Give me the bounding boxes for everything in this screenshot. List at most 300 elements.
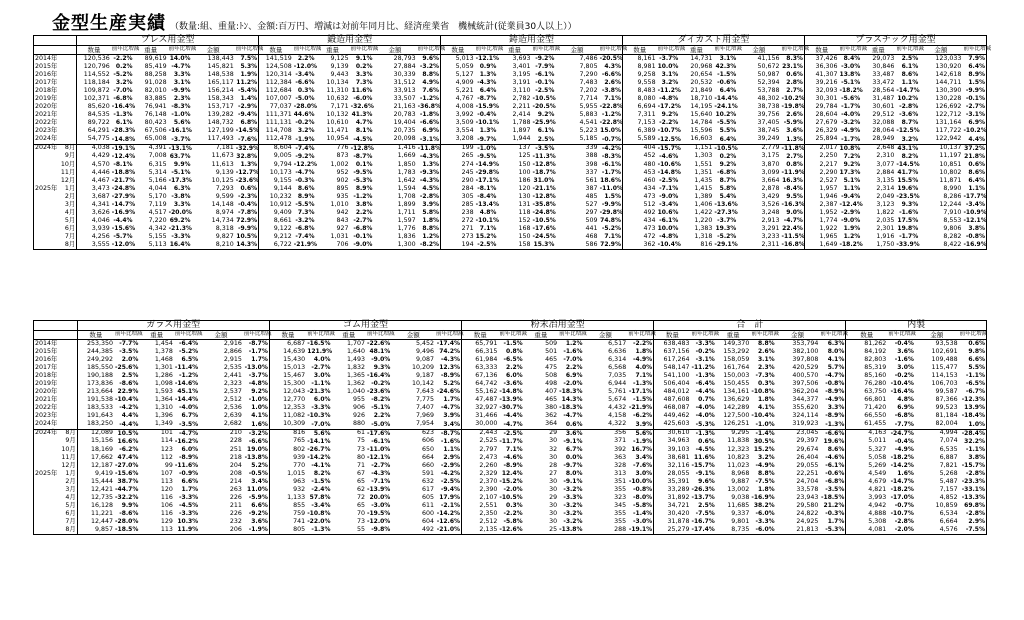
value-cell: 2,525 — [462, 438, 499, 446]
change-cell: -10.2% — [963, 127, 987, 135]
value-cell: 6,722 — [259, 241, 293, 250]
change-cell: -2.1% — [440, 502, 461, 509]
value-cell: 7,008 — [148, 152, 167, 160]
change-cell: -5.0% — [371, 420, 391, 428]
change-cell: -12.0% — [367, 518, 391, 526]
value-cell: 364 — [545, 420, 558, 428]
change-cell: -13.9% — [367, 485, 391, 493]
column-header: 前年比増減 — [306, 331, 331, 340]
value-cell: 61 — [332, 429, 367, 438]
change-cell: -3.3% — [563, 493, 583, 501]
value-cell: 114,708 — [259, 127, 293, 135]
value-cell: 89,722 — [77, 119, 111, 127]
change-cell: -6.0% — [755, 526, 775, 534]
value-cell: 2,884 — [876, 168, 895, 176]
change-cell: 0.1% — [355, 160, 373, 168]
value-cell: 9,087 — [416, 356, 435, 364]
value-cell: 2,913 — [761, 216, 780, 224]
column-header: 前年比増減 — [750, 331, 775, 340]
change-cell: 19.6% — [897, 184, 919, 192]
column-header: 金額 — [391, 331, 435, 340]
value-cell: 1,383 — [694, 224, 713, 232]
value-cell: 11,613 — [211, 160, 234, 168]
header-blank — [34, 36, 77, 46]
change-cell: 9.3% — [901, 200, 919, 208]
change-cell: 14.3% — [561, 396, 583, 404]
value-cell: 83,885 — [144, 95, 167, 103]
value-cell: 2,779 — [737, 144, 780, 153]
change-cell: 1.1% — [443, 445, 461, 453]
change-cell: -1.3% — [633, 380, 653, 388]
change-cell: 6.7% — [181, 412, 199, 420]
change-cell: -14.6% — [174, 380, 199, 388]
row-month: 7月 — [64, 232, 76, 240]
value-cell: 895 — [336, 184, 349, 192]
value-cell: 9,038 — [731, 493, 750, 501]
change-cell: -2.9% — [841, 208, 861, 216]
row-month: 9月 — [64, 152, 76, 160]
value-cell: 214 — [229, 477, 242, 485]
value-cell: 7,153 — [622, 119, 656, 127]
change-cell: 7.1% — [506, 445, 523, 453]
value-cell: 70 — [357, 509, 366, 517]
value-cell: 802 — [269, 446, 306, 454]
change-cell: -14.9% — [475, 160, 499, 168]
table-row — [34, 388, 987, 396]
change-cell: -16.3% — [781, 200, 805, 208]
change-cell: 72.9% — [600, 241, 621, 249]
change-cell: -10.7% — [657, 127, 681, 135]
change-cell: -5.2% — [717, 233, 737, 241]
row-month — [56, 87, 76, 95]
change-cell: -13.9% — [499, 396, 523, 404]
value-cell: 6,535 — [939, 445, 958, 453]
change-cell: -10.1% — [475, 119, 499, 127]
change-cell: -7.7% — [894, 420, 914, 428]
row-month: 2月 — [64, 192, 76, 200]
group-header: 粉末冶用金型 — [462, 321, 654, 331]
value-cell: 211 — [229, 501, 242, 509]
change-cell: -3.8% — [171, 192, 191, 200]
change-cell: 12.4% — [501, 469, 523, 477]
value-cell: 16,128 — [77, 502, 114, 510]
change-cell: 23.1% — [782, 63, 803, 71]
change-cell: -2.3% — [237, 192, 258, 200]
change-cell: 6.6% — [968, 356, 985, 364]
change-cell: 0.6% — [786, 71, 803, 79]
value-cell: 142,289 — [723, 404, 750, 412]
change-cell: -0.1% — [353, 233, 373, 241]
change-cell: 8.1% — [355, 127, 373, 135]
value-cell: 8,661 — [259, 217, 293, 225]
change-cell: 63.7% — [169, 152, 191, 160]
value-cell: 81,262 — [846, 340, 887, 349]
row-year: 2021年 — [35, 111, 58, 119]
change-cell: -16.9% — [963, 241, 987, 249]
change-cell: -7.5% — [965, 526, 985, 534]
change-cell: 1.7% — [443, 396, 461, 404]
value-cell: 28,055 — [654, 470, 691, 478]
value-cell: 9,599 — [215, 192, 234, 200]
value-cell: 7,483 — [579, 79, 598, 87]
value-cell: 109,872 — [77, 87, 111, 95]
change-cell: 5.6% — [627, 429, 653, 438]
value-cell: 508 — [545, 372, 558, 380]
change-cell: -20.5% — [532, 103, 556, 111]
change-cell: -14.2% — [436, 510, 461, 518]
change-cell: -10.6% — [657, 160, 681, 168]
value-cell: 955 — [352, 396, 366, 404]
value-cell: 7,035 — [608, 372, 627, 380]
change-cell: 3.6% — [251, 518, 268, 526]
row-year — [34, 193, 57, 201]
change-cell: -4.0% — [695, 412, 715, 420]
value-cell: 142,618 — [935, 71, 962, 79]
change-cell: 7.5% — [240, 55, 258, 63]
row-year — [34, 201, 57, 209]
row-year: 2023年 — [35, 412, 58, 420]
column-header: 前年比増減 — [235, 46, 259, 55]
value-cell: 25,894 — [804, 136, 838, 145]
change-cell: -15.2% — [499, 477, 523, 485]
change-cell: -4.3% — [419, 176, 440, 184]
value-cell: 4,888 — [846, 510, 887, 518]
change-cell: -24.7% — [887, 429, 915, 438]
value-cell: 85,620 — [77, 103, 111, 111]
value-cell: 3,099 — [761, 168, 780, 176]
value-cell: 84,535 — [77, 111, 111, 119]
value-cell: 24,822 — [796, 509, 819, 517]
change-cell: -4.0% — [841, 111, 861, 119]
value-cell: 144,711 — [935, 79, 962, 87]
value-cell: 150 — [518, 160, 531, 168]
value-cell: 12,187 — [77, 462, 114, 470]
row-month — [57, 404, 78, 412]
value-cell: 475 — [545, 364, 558, 372]
value-cell: 5,223 — [579, 127, 598, 135]
change-cell: 0.0% — [565, 453, 583, 461]
value-cell: 1,002 — [330, 160, 349, 168]
value-cell: 4,046 — [77, 217, 111, 225]
value-cell: 153,292 — [723, 347, 750, 355]
row-year — [34, 478, 57, 486]
change-cell: -3.3% — [171, 233, 191, 241]
value-cell: 4,549 — [846, 470, 887, 478]
value-cell: 527 — [585, 200, 598, 208]
value-cell: 191,643 — [77, 412, 114, 420]
change-cell: 32.2% — [964, 437, 985, 445]
value-cell: 183,250 — [77, 421, 114, 430]
value-cell: 10,132 — [326, 111, 349, 119]
value-cell: 2,314 — [876, 184, 895, 192]
change-cell: 3.4% — [635, 453, 653, 461]
change-cell: -4.9% — [633, 356, 653, 364]
change-cell: -2.0% — [563, 380, 583, 388]
value-cell: 244,385 — [77, 348, 114, 356]
change-cell: -9.8% — [371, 526, 391, 534]
value-cell: 2,211 — [512, 103, 531, 111]
value-cell: 2,473 — [462, 454, 499, 462]
value-cell: 14,195 — [690, 103, 713, 111]
value-cell: 64,742 — [462, 380, 499, 388]
change-cell: 6.6% — [251, 502, 268, 509]
row-month — [56, 63, 76, 71]
value-cell: 1,389 — [694, 192, 713, 200]
value-cell: 1,364 — [154, 396, 173, 404]
change-cell: -0.5% — [248, 469, 268, 477]
value-cell: 355,620 — [792, 404, 819, 412]
value-cell: 50,672 — [757, 62, 780, 70]
change-cell: -28.0% — [293, 103, 318, 111]
value-cell: 509 — [585, 216, 598, 224]
value-cell: 29,397 — [796, 437, 819, 445]
value-cell: 305 — [441, 193, 475, 201]
change-cell: -4.8% — [248, 380, 268, 388]
change-cell: -27.9% — [111, 192, 136, 200]
row-month — [57, 340, 78, 349]
value-cell: 50,987 — [757, 71, 780, 79]
value-cell: 1,916 — [876, 232, 895, 240]
row-year — [34, 502, 57, 510]
value-cell: 397,506 — [792, 380, 819, 388]
change-cell: 2.5% — [901, 55, 919, 63]
row-month — [57, 421, 78, 430]
change-cell: 11.6% — [693, 453, 715, 461]
change-cell: -26.3% — [691, 485, 715, 493]
change-cell: -1.0% — [171, 111, 191, 119]
change-cell: -4.0% — [695, 404, 715, 412]
value-cell: 265 — [441, 153, 475, 161]
change-cell: 41.3% — [351, 111, 373, 119]
value-cell: 2,329 — [462, 470, 499, 478]
row-month — [56, 119, 76, 127]
value-cell: 4,008 — [441, 103, 475, 111]
change-cell: 1.9% — [843, 225, 861, 233]
change-cell: 19.6% — [823, 437, 845, 445]
value-cell: 1,850 — [397, 160, 416, 168]
value-cell: 5,674 — [608, 396, 627, 404]
table-row — [34, 127, 987, 135]
value-cell: 31,466 — [462, 412, 499, 420]
change-cell: -1.5% — [311, 477, 331, 485]
table-row — [34, 454, 987, 462]
value-cell: 77,037 — [259, 103, 293, 111]
value-cell: 506,404 — [654, 380, 691, 388]
value-cell: 2,017 — [804, 144, 838, 153]
change-cell: 45.1% — [177, 388, 199, 396]
change-cell: -1.3% — [311, 526, 331, 534]
value-cell: 116 — [160, 509, 173, 517]
change-cell: 8.4% — [843, 55, 861, 63]
value-cell: 926 — [352, 412, 366, 420]
change-cell: 2.2% — [297, 55, 315, 63]
change-cell: 9.2% — [661, 111, 679, 119]
change-cell: 9.0% — [786, 208, 803, 216]
change-cell: -7.9% — [535, 63, 555, 71]
row-year: 2024年 — [35, 420, 58, 428]
change-cell: -17.1% — [628, 388, 653, 396]
change-cell: 38.2% — [753, 502, 775, 509]
change-cell: -16.9% — [751, 493, 775, 501]
value-cell: 1,365 — [346, 372, 366, 380]
value-cell: 9,827 — [215, 232, 234, 240]
value-cell: 4,432 — [608, 404, 627, 412]
value-cell: 706 — [336, 241, 349, 248]
value-cell: 15,640 — [690, 111, 713, 119]
change-cell: -6.2% — [633, 412, 653, 420]
value-cell: 1,040 — [346, 388, 366, 396]
value-cell: 65,008 — [144, 135, 167, 143]
value-cell: 183,533 — [77, 404, 114, 412]
change-cell: -3.4% — [659, 200, 679, 208]
change-cell: -10.1% — [475, 217, 499, 224]
row-year: 2017年 — [35, 364, 58, 372]
change-cell: -11.7% — [499, 437, 523, 445]
value-cell: 2,290 — [804, 169, 838, 177]
row-month — [57, 380, 78, 388]
change-cell: -6.6% — [819, 429, 845, 438]
change-cell: -10.7% — [890, 510, 914, 518]
change-cell: -16.1% — [168, 127, 192, 135]
column-header: 前年比増減 — [498, 331, 523, 340]
table-row — [34, 518, 987, 526]
change-cell: 15.2% — [475, 233, 497, 241]
change-cell: 19.3% — [715, 225, 737, 233]
value-cell: 23,943 — [796, 493, 819, 501]
row-year — [34, 161, 57, 169]
value-cell: 9,558 — [622, 79, 656, 87]
value-cell: 1,098 — [154, 380, 173, 388]
value-cell: 2,648 — [861, 144, 895, 153]
value-cell: 10,125 — [211, 176, 234, 184]
value-cell: 18,710 — [690, 95, 713, 103]
value-cell: 15,444 — [77, 478, 114, 486]
value-cell: 141,519 — [259, 55, 293, 64]
change-cell: -1.5% — [503, 340, 523, 348]
row-year: 2018年 — [35, 87, 58, 95]
value-cell: 249,292 — [77, 356, 114, 364]
value-cell: 362 — [545, 412, 558, 420]
value-cell: 15,596 — [690, 127, 713, 135]
value-cell: 5,314 — [148, 168, 167, 176]
change-cell: 2.6% — [786, 111, 803, 119]
change-cell: -25.6% — [115, 364, 139, 372]
value-cell: 126,251 — [723, 420, 750, 428]
change-cell: -4.7% — [171, 63, 191, 71]
value-cell: 425,603 — [654, 421, 691, 430]
value-cell: 902 — [336, 176, 349, 184]
column-header: 前年比増減 — [781, 46, 805, 55]
change-cell: -1.2% — [419, 95, 440, 103]
change-cell: -1.6% — [440, 437, 461, 445]
value-cell: 120 — [160, 485, 173, 493]
change-cell: 47.4% — [117, 453, 139, 461]
value-cell: 33,289 — [654, 486, 691, 494]
value-cell: 3,248 — [761, 208, 780, 216]
value-cell: 9,122 — [259, 225, 293, 233]
change-cell: 8.9% — [355, 184, 373, 192]
column-header: 金額 — [192, 46, 235, 55]
value-cell: 3,992 — [441, 111, 475, 119]
change-cell: -4.6% — [503, 453, 523, 461]
change-cell: 4.8% — [897, 396, 914, 404]
value-cell: 226 — [229, 509, 242, 517]
value-cell: 158,059 — [723, 356, 750, 364]
change-cell: -7.8% — [237, 208, 258, 216]
change-cell: -6.7% — [965, 388, 985, 396]
change-cell: 0.3% — [758, 380, 775, 388]
value-cell: 600 — [422, 509, 435, 517]
change-cell: -12.1% — [963, 217, 987, 224]
value-cell: 5,011 — [846, 438, 887, 446]
change-cell: 0.3% — [506, 502, 523, 509]
change-cell: 18.6% — [600, 176, 621, 184]
change-cell: -4.6% — [825, 453, 845, 461]
change-cell: 5.6% — [306, 429, 331, 438]
change-cell: -11.9% — [781, 168, 805, 176]
change-cell: 9.9% — [121, 502, 139, 509]
value-cell: 62 — [357, 485, 366, 493]
row-year: 2014年 — [35, 54, 58, 62]
value-cell: 65 — [357, 477, 366, 485]
change-cell: -8.4% — [477, 192, 497, 200]
value-cell: 473 — [622, 193, 656, 201]
change-cell: 2.2% — [506, 364, 523, 372]
value-cell: 5,155 — [148, 232, 167, 240]
change-cell: 2.0% — [121, 356, 139, 364]
value-cell: 2,370 — [462, 478, 499, 486]
value-cell: 1,944 — [512, 135, 531, 143]
change-cell: 20.0% — [369, 493, 391, 501]
row-month — [57, 356, 78, 364]
value-cell: 9,258 — [622, 71, 656, 79]
change-cell: -12.6% — [499, 526, 523, 534]
row-month: 8月 — [57, 429, 78, 438]
change-cell: -0.2% — [371, 380, 391, 388]
change-cell: -5.2% — [113, 71, 133, 79]
change-cell: -4.9% — [894, 445, 914, 453]
column-header: 前年比増減 — [691, 331, 716, 340]
row-year: 2022年 — [35, 119, 58, 127]
row-year: 2019年 — [35, 95, 58, 103]
value-cell: 1,594 — [397, 184, 416, 192]
row-year: 2015年 — [35, 347, 58, 355]
change-cell: -3.3% — [179, 493, 199, 501]
change-cell: 6.9% — [897, 404, 914, 412]
change-cell: 3.0% — [635, 469, 653, 477]
value-cell: 9,144 — [259, 185, 293, 193]
value-cell: 434 — [622, 185, 656, 193]
change-cell: -4.3% — [477, 79, 497, 87]
value-cell: 73 — [357, 517, 366, 525]
change-cell: -4.0% — [179, 404, 199, 412]
value-cell: 8,286 — [943, 192, 962, 200]
value-cell: 41,307 — [804, 71, 838, 79]
value-cell: 61,455 — [846, 421, 887, 430]
change-cell: 6.1% — [537, 127, 555, 135]
change-cell: -1.9% — [248, 526, 268, 534]
change-cell: -10.2% — [781, 95, 805, 103]
change-cell: 32.8% — [236, 152, 258, 160]
value-cell: 460 — [622, 177, 656, 185]
change-cell: 10.5% — [114, 429, 139, 438]
change-cell: -12.4% — [839, 200, 863, 208]
change-cell: -8.7% — [248, 340, 268, 348]
change-cell: -1.6% — [894, 356, 914, 364]
change-cell: 8.6% — [827, 445, 845, 453]
change-cell: 4.5% — [422, 184, 440, 192]
column-header: 前年比増減 — [558, 331, 583, 340]
